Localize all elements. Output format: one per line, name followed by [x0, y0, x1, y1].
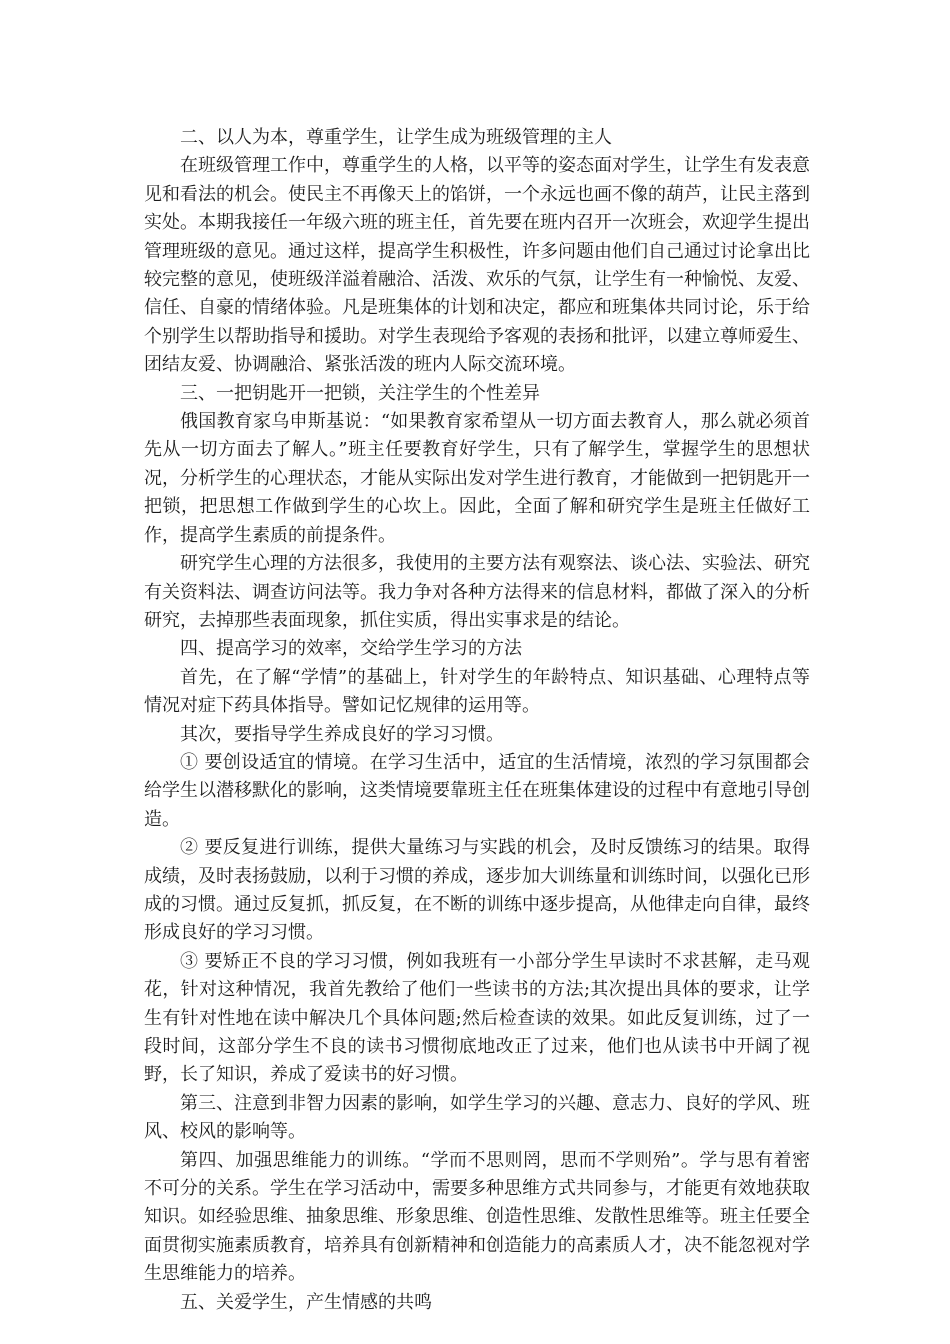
section-heading-4: 四、提高学习的效率，交给学生学习的方法 — [180, 638, 522, 660]
paragraph: 其次，要指导学生养成良好的学习习惯。 — [180, 723, 504, 745]
list-item-3: ③ 要矫正不良的学习习惯，例如我班有一小部分学生早读时不求甚解，走马观花，针对这种情况，我首先教给了他们一些读书的方法;其次提出具体的要求，让学生有针对性地在读中解决几个具体问题;然后检查读的效果。如此反复训练，过了一段时间，这部分学生不良的读书习惯彻底地改正了过来，他们也从读书中开阔了视野，长了知识，养成了爱读书的好习惯。 — [144, 950, 810, 1086]
section-heading-3: 三、一把钥匙开一把锁，关注学生的个性差异 — [180, 382, 540, 404]
paragraph: 第四、加强思维能力的训练。“学而不思则罔，思而不学则殆”。学与思有着密不可分的关系。学生在学习活动中，需要多种思维方式共同参与，才能更有效地获取知识。如经验思维、抽象思维、形象思维、创造性思维、发散性思维等。班主任要全面贯彻实施素质教育，培养具有创新精神和创造能力的高素质人才，决不能忽视对学生思维能力的培养。 — [144, 1149, 810, 1285]
paragraph: 俄国教育家乌申斯基说：“如果教育家希望从一切方面去教育人，那么就必须首先从一切方面去了解人。”班主任要教育好学生，只有了解学生，掌握学生的思想状况，分析学生的心理状态，才能从实际出发对学生进行教育，才能做到一把钥匙开一把锁，把思想工作做到学生的心坎上。因此，全面了解和研究学生是班主任做好工作，提高学生素质的前提条件。 — [144, 411, 810, 546]
list-item-2: ② 要反复进行训练，提供大量练习与实践的机会，及时反馈练习的结果。取得成绩，及时表扬鼓励，以利于习惯的养成，逐步加大训练量和训练时间，以强化已形成的习惯。通过反复抓，抓反复，在不断的训练中逐步提高，从他律走向自律，最终形成良好的学习习惯。 — [144, 837, 810, 944]
section-heading-2: 二、以人为本，尊重学生，让学生成为班级管理的主人 — [180, 127, 612, 148]
section-heading-5: 五、关爱学生，产生情感的共鸣 — [180, 1291, 432, 1313]
list-item-1: ① 要创设适宜的情境。在学习生活中，适宜的生活情境，浓烈的学习氛围都会给学生以潜移默化的影响，这类情境要靠班主任在班集体建设的过程中有意地引导创造。 — [144, 751, 810, 830]
paragraph: 在班级管理工作中，尊重学生的人格，以平等的姿态面对学生，让学生有发表意见和看法的机会。使民主不再像天上的馅饼，一个永远也画不像的葫芦，让民主落到实处。本期我接任一年级六班的班主任，首先要在班内召开一次班会，欢迎学生提出管理班级的意见。通过这样，提高学生积极性，许多问题由他们自己通过讨论拿出比较完整的意见，使班级洋溢着融洽、活泼、欢乐的气氛，让学生有一种愉悦、友爱、信任、自豪的情绪体验。凡是班集体的计划和决定，都应和班集体共同讨论，乐于给个别学生以帮助指导和援助。对学生表现给予客观的表扬和批评，以建立尊师爱生、团结友爱、协调融洽、紧张活泼的班内人际交流环境。 — [144, 155, 810, 376]
document-body — [144, 124, 810, 1317]
paragraph: 第三、注意到非智力因素的影响，如学生学习的兴趣、意志力、良好的学风、班风、校风的影响等。 — [144, 1092, 810, 1143]
paragraph: 首先，在了解“学情”的基础上，针对学生的年龄特点、知识基础、心理特点等情况对症下药具体指导。譬如记忆规律的运用等。 — [144, 666, 810, 717]
paragraph: 研究学生心理的方法很多，我使用的主要方法有观察法、谈心法、实验法、研究有关资料法、调查访问法等。我力争对各种方法得来的信息材料，都做了深入的分析研究，去掉那些表面现象，抓住实质，得出实事求是的结论。 — [144, 553, 810, 631]
